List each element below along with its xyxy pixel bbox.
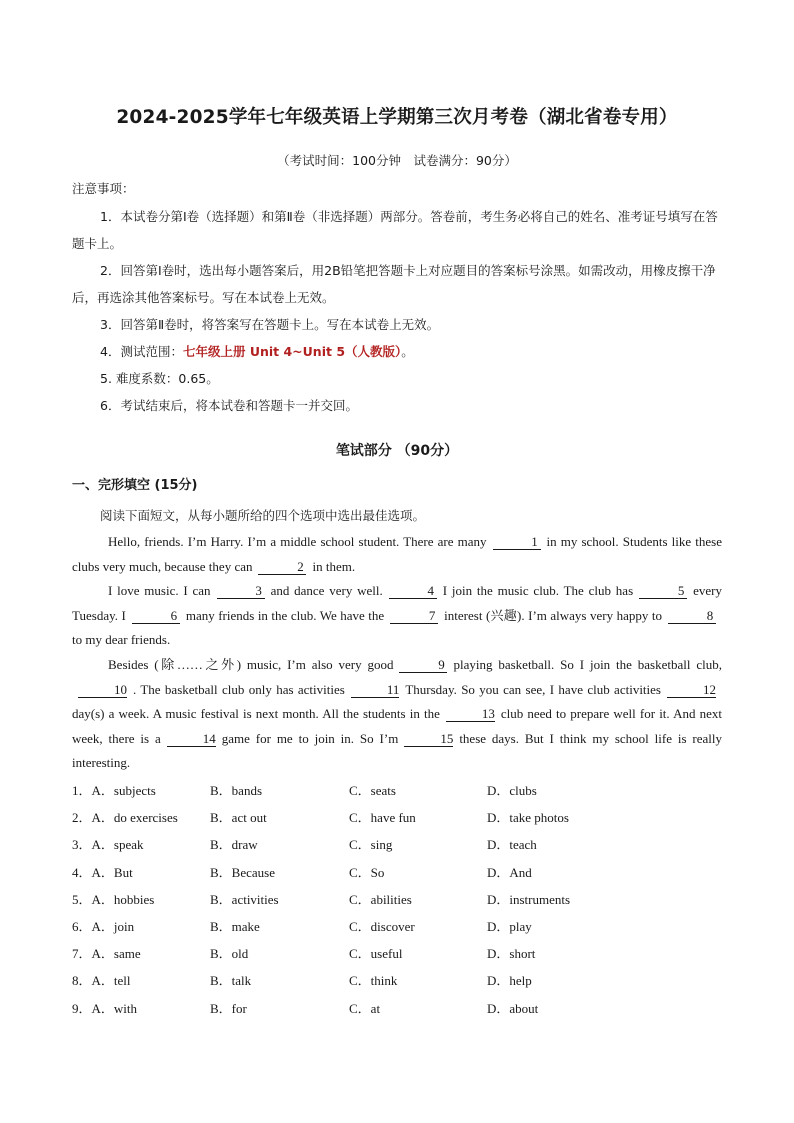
option-text: A．subjects xyxy=(91,783,156,798)
option-a[interactable] xyxy=(72,889,154,908)
passage-paragraph xyxy=(72,530,722,579)
blank-5: 5 xyxy=(639,584,687,599)
option-c[interactable]: C．sing xyxy=(349,837,393,853)
passage-text: in them. xyxy=(312,558,356,574)
question-options xyxy=(72,889,752,916)
option-d[interactable]: D．play xyxy=(487,918,532,934)
note-6: 6．考试结束后，将本试卷和答题卡一并交回。 xyxy=(100,398,358,413)
blank-1: 1 xyxy=(493,535,541,550)
option-b[interactable]: B．draw xyxy=(210,837,258,853)
question-options xyxy=(72,807,752,834)
cloze-passage xyxy=(72,530,722,776)
option-b[interactable]: B．talk xyxy=(210,973,252,989)
part-title: 一、完形填空 (15分) xyxy=(72,478,198,493)
option-d[interactable]: D．teach xyxy=(487,837,537,853)
note-4 xyxy=(72,338,722,365)
blank-14: 14 xyxy=(167,732,216,747)
blank-12: 12 xyxy=(667,683,716,698)
option-b[interactable]: B．make xyxy=(210,918,260,934)
blank-8: 8 xyxy=(668,609,716,624)
option-text: A．same xyxy=(91,946,141,962)
question-number: 3． xyxy=(72,837,92,853)
blank-13: 13 xyxy=(446,707,495,722)
note-1: 1．本试卷分第Ⅰ卷（选择题）和第Ⅱ卷（非选择题）两部分。答卷前，考生务必将自己的姓名、准考证号填写在答题卡上。 xyxy=(72,209,718,251)
passage-text: every Tuesday. I xyxy=(72,583,723,623)
question-number: 7． xyxy=(72,946,92,962)
passage-text: club need to prepare well for it. And next week, there is a xyxy=(72,706,722,746)
option-text: A．with xyxy=(91,1000,138,1016)
option-text: A．do exercises xyxy=(91,810,178,826)
question-number: 2． xyxy=(72,810,92,826)
passage-text: playing basketball. So I join the basketball club, xyxy=(453,656,722,672)
passage-text: Besides (除……之外) music, I’m also very good xyxy=(108,656,394,672)
option-c[interactable]: C．abilities xyxy=(349,891,412,907)
passage-text: these days. But I think my school life is really interesting. xyxy=(72,730,723,771)
question-number: 6． xyxy=(72,918,92,934)
blank-3: 3 xyxy=(217,584,265,599)
blank-10: 10 xyxy=(78,683,127,698)
notes-list xyxy=(72,203,722,419)
option-d[interactable]: D．about xyxy=(487,1000,539,1016)
option-c[interactable]: C．think xyxy=(349,973,398,989)
question-options xyxy=(72,780,752,807)
section-title: 笔试部分 （90分） xyxy=(335,443,459,459)
option-c[interactable]: C．at xyxy=(349,1000,381,1016)
option-b[interactable]: B．old xyxy=(210,946,249,962)
option-b[interactable]: B．bands xyxy=(210,783,263,798)
option-text: A．hobbies xyxy=(91,891,155,907)
option-d[interactable]: D．short xyxy=(487,946,536,962)
question-options xyxy=(72,943,752,970)
instruction: 阅读下面短文，从每小题所给的四个选项中选出最佳选项。 xyxy=(100,508,426,523)
option-text: A．speak xyxy=(91,837,144,853)
note-3: 3．回答第Ⅱ卷时，将答案写在答题卡上。写在本试卷上无效。 xyxy=(100,317,440,332)
notes-heading: 注意事项： xyxy=(72,181,135,196)
page-title: 2024-2025学年七年级英语上学期第三次月考卷（湖北省卷专用） xyxy=(116,107,678,128)
blank-11: 11 xyxy=(351,683,400,698)
option-a[interactable] xyxy=(72,834,144,853)
option-c[interactable]: C．discover xyxy=(349,918,415,934)
question-options xyxy=(72,970,752,997)
option-b[interactable]: B．for xyxy=(210,1000,247,1016)
option-a[interactable] xyxy=(72,998,137,1017)
blank-9: 9 xyxy=(399,658,447,673)
question-number: 1． xyxy=(72,783,92,798)
blank-6: 6 xyxy=(132,609,180,624)
passage-text: in my school. Students like these clubs very much, because they can xyxy=(72,534,722,574)
option-d[interactable]: D．And xyxy=(487,864,532,880)
option-b[interactable]: B．act out xyxy=(210,810,267,826)
option-c[interactable]: C．useful xyxy=(349,946,403,962)
question-options xyxy=(72,834,752,861)
blank-7: 7 xyxy=(390,609,438,624)
passage-text: many friends in the club. We have the xyxy=(185,607,385,623)
exam-info: （考试时间：100分钟 试卷满分：90分） xyxy=(277,153,517,168)
option-a[interactable] xyxy=(72,970,131,989)
option-a[interactable] xyxy=(72,807,178,826)
passage-text: I join the music club. The club has xyxy=(442,583,634,599)
question-number: 4． xyxy=(72,864,92,880)
option-d[interactable]: D．instruments xyxy=(487,891,571,907)
option-a[interactable] xyxy=(72,916,134,935)
passage-text: and dance very well. xyxy=(270,583,383,599)
option-text: A．But xyxy=(91,864,133,880)
passage-text: I love music. I can xyxy=(108,583,211,599)
passage-paragraph xyxy=(72,653,722,776)
option-text: A．tell xyxy=(91,973,131,989)
passage-text: day(s) a week. A music festival is next month. All the students in the xyxy=(72,706,440,722)
option-a[interactable] xyxy=(72,780,156,799)
question-number: 9． xyxy=(72,1000,92,1016)
passage-paragraph xyxy=(72,579,722,653)
option-a[interactable] xyxy=(72,862,133,881)
option-a[interactable] xyxy=(72,943,141,962)
passage-text: game for me to join in. So I’m xyxy=(221,730,399,746)
note-5: 5. 难度系数：0.65。 xyxy=(100,371,219,386)
passage-text: . The basketball club only has activities xyxy=(133,681,345,697)
passage-text: Hello, friends. I’m Harry. I’m a middle school student. There are many xyxy=(108,534,487,549)
question-options xyxy=(72,916,752,943)
blank-15: 15 xyxy=(404,732,453,747)
option-d[interactable]: D．help xyxy=(487,973,532,989)
note-2: 2．回答第Ⅰ卷时，选出每小题答案后，用2B铅笔把答题卡上对应题目的答案标号涂黑。如需改动，用橡皮擦干净后，再选涂其他答案标号。写在本试卷上无效。 xyxy=(72,263,716,305)
note-4-prefix: 4．测试范围： xyxy=(100,344,183,359)
passage-text: interest (兴趣). I’m always very happy to xyxy=(444,607,662,623)
question-options xyxy=(72,862,752,889)
option-d[interactable]: D．take photos xyxy=(487,810,569,826)
question-number: 8． xyxy=(72,973,92,989)
option-c[interactable]: C．have fun xyxy=(349,810,416,826)
question-options xyxy=(72,998,752,1025)
option-text: A．join xyxy=(91,918,135,934)
blank-2: 2 xyxy=(258,560,306,575)
options-list xyxy=(72,780,752,1025)
blank-4: 4 xyxy=(389,584,437,599)
option-b[interactable]: B．activities xyxy=(210,891,279,907)
passage-text: to my dear friends. xyxy=(72,632,171,648)
question-number: 5． xyxy=(72,891,92,907)
option-c[interactable]: C．So xyxy=(349,864,385,880)
option-c[interactable]: C．seats xyxy=(349,783,396,798)
option-b[interactable]: B．Because xyxy=(210,864,275,880)
passage-text: Thursday. So you can see, I have club activities xyxy=(405,681,661,697)
test-scope: 七年级上册 Unit 4~Unit 5（人教版） xyxy=(182,344,402,359)
option-d[interactable]: D．clubs xyxy=(487,783,537,798)
note-4-suffix: 。 xyxy=(401,344,414,359)
